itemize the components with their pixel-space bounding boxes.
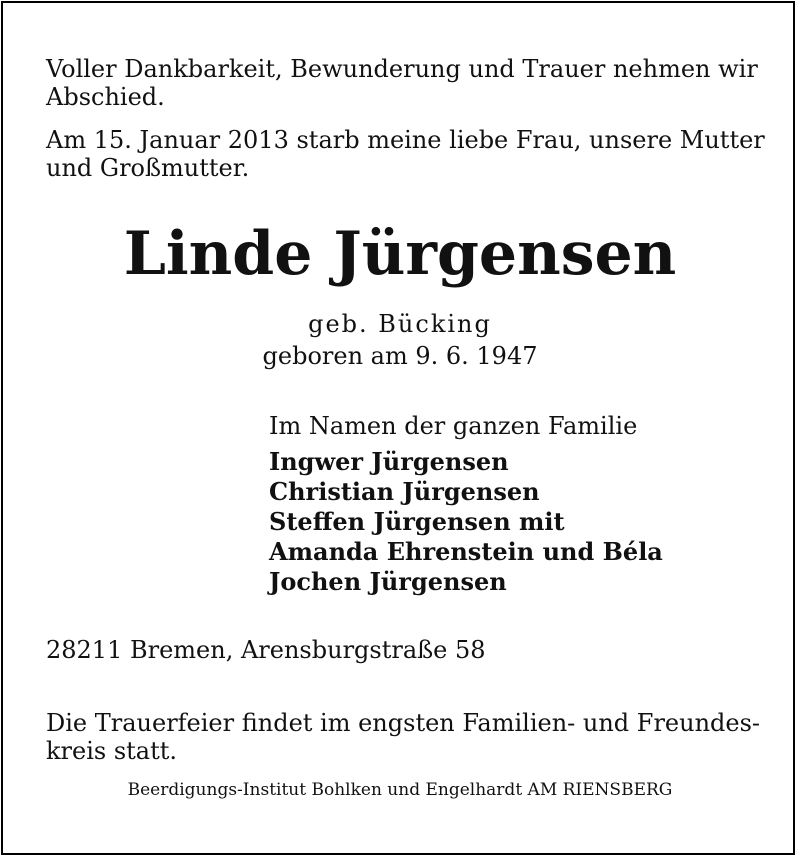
intro-line-2: Abschied. [46,83,165,111]
intro-line-1: Voller Dankbarkeit, Bewunderung und Trauer nehmen wir [46,55,758,83]
funeral-line-2: kreis statt. [46,737,178,765]
maiden-name: geb. Bücking [308,310,492,338]
intro-line-3: Am 15. Januar 2013 starb meine liebe Frau, unsere Mutter [46,126,765,154]
address: 28211 Bremen, Arensburgstraße 58 [46,636,486,664]
family-member: Amanda Ehrenstein und Béla [269,537,663,566]
intro-line-4: und Großmutter. [46,154,250,182]
family-member: Christian Jürgensen [269,477,540,506]
family-member: Steffen Jürgensen mit [269,507,565,536]
deceased-name: Linde Jürgensen [123,219,677,289]
funeral-line-1: Die Trauerfeier findet im engsten Familien- und Freundes- [46,709,761,737]
family-member: Jochen Jürgensen [269,567,507,596]
undertaker: Beerdigungs-Institut Bohlken und Engelhardt AM RIENSBERG [127,780,673,800]
family-member: Ingwer Jürgensen [269,447,509,476]
family-heading: Im Namen der ganzen Familie [269,412,638,440]
birth-date: geboren am 9. 6. 1947 [262,342,538,370]
